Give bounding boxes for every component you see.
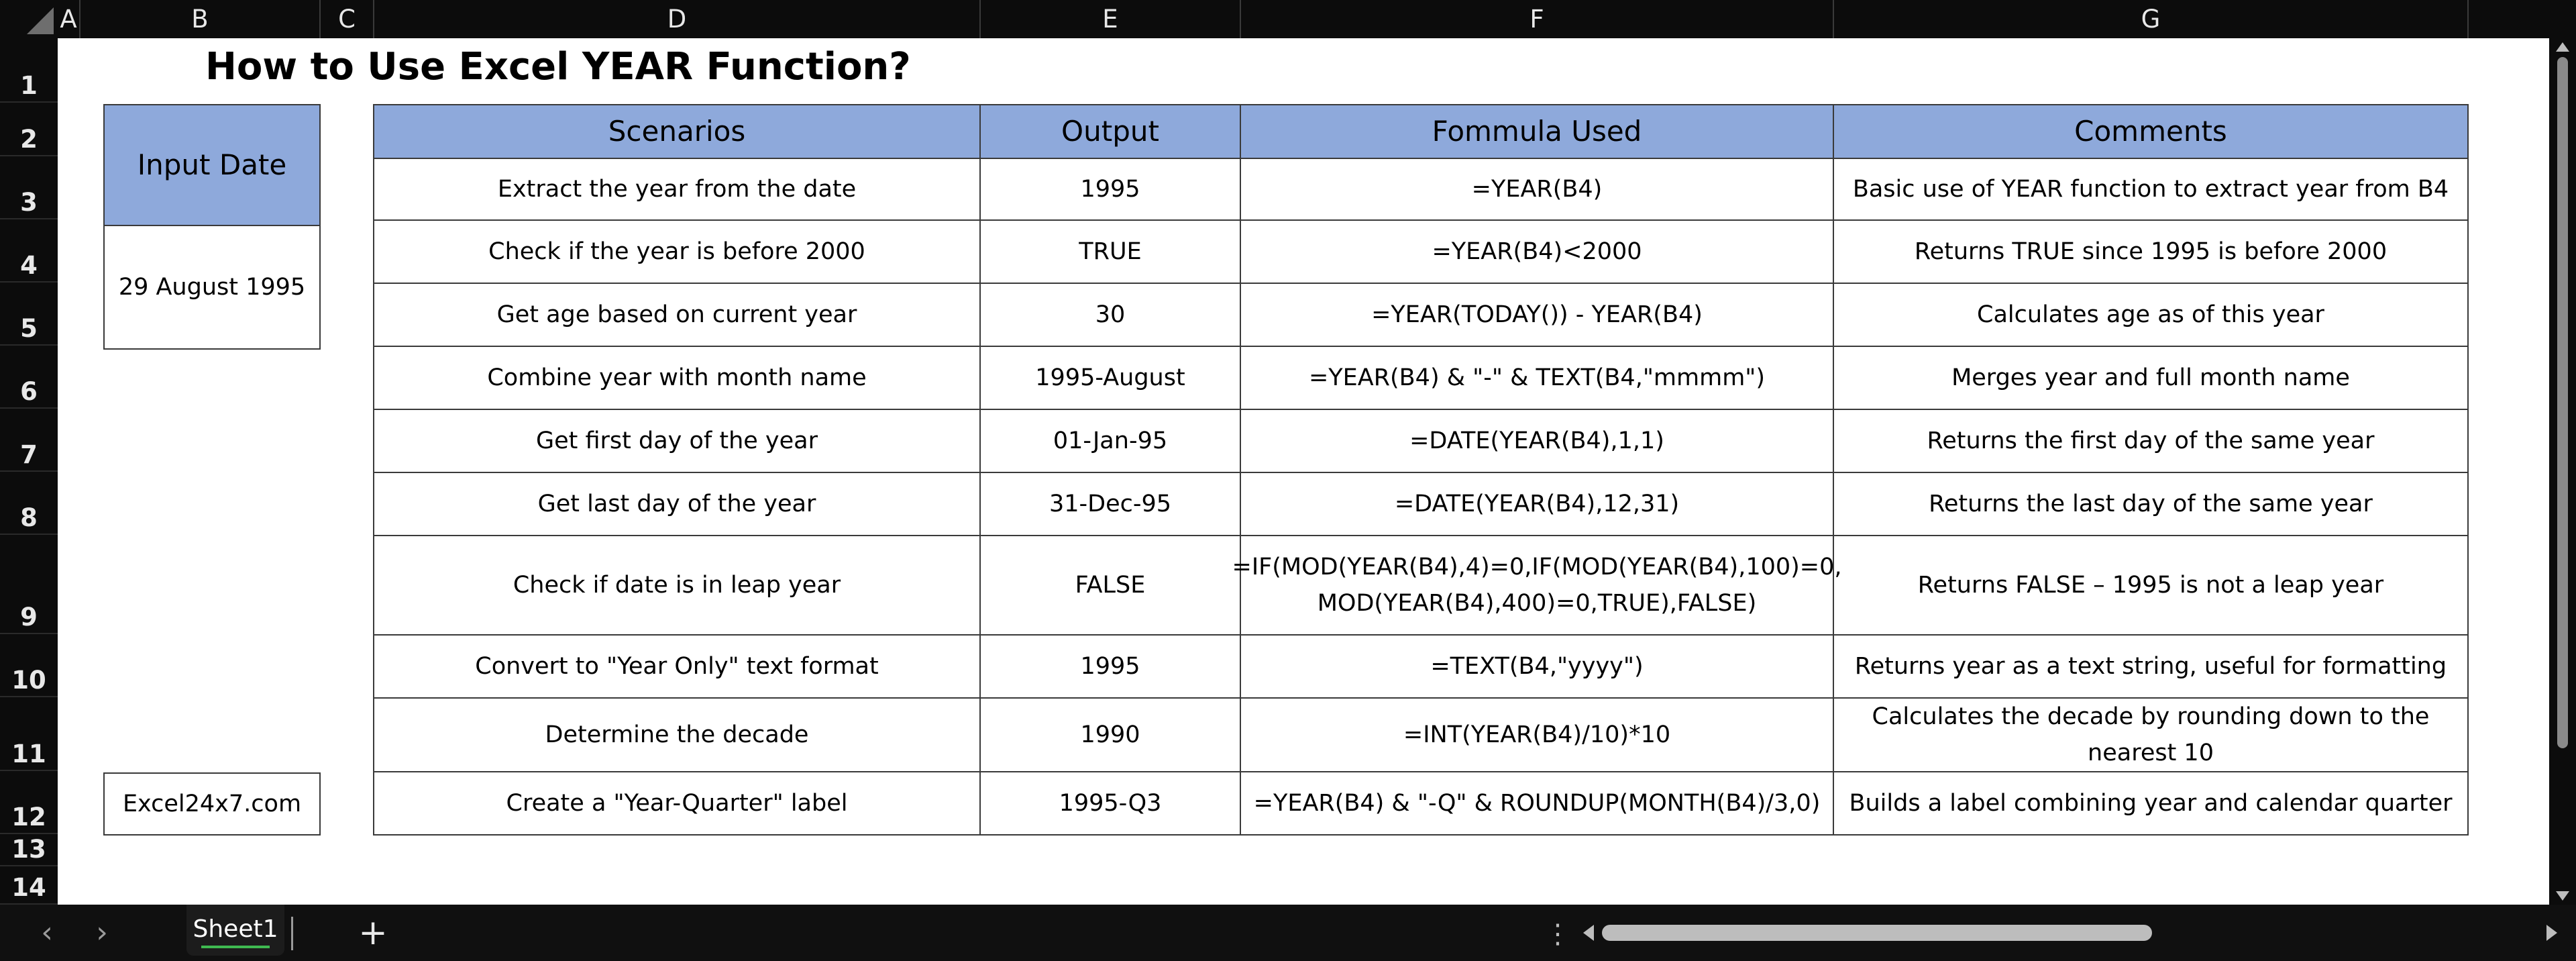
comment-cell[interactable]: Returns the last day of the same year [1833, 472, 2469, 536]
row-header-12[interactable]: 12 [0, 771, 58, 834]
row-header-5[interactable]: 5 [0, 283, 58, 346]
comment-cell[interactable]: Returns TRUE since 1995 is before 2000 [1833, 219, 2469, 284]
row-header-4[interactable]: 4 [0, 219, 58, 283]
row-header-7[interactable]: 7 [0, 409, 58, 472]
scroll-right-icon[interactable] [2546, 925, 2557, 941]
scroll-up-icon[interactable] [2556, 42, 2569, 52]
horizontal-scroll-thumb[interactable] [1602, 925, 2152, 941]
scenario-cell[interactable]: Determine the decade [373, 697, 981, 772]
scenario-cell[interactable]: Check if date is in leap year [373, 535, 981, 636]
active-tab-underline [201, 946, 270, 948]
formula-cell[interactable]: =YEAR(TODAY()) - YEAR(B4) [1240, 283, 1834, 347]
row-header-8[interactable]: 8 [0, 472, 58, 535]
comment-cell[interactable]: Returns FALSE – 1995 is not a leap year [1833, 535, 2469, 636]
horizontal-scrollbar[interactable] [1602, 925, 2536, 941]
header-comments[interactable]: Comments [1833, 104, 2469, 159]
formula-cell[interactable]: =INT(YEAR(B4)/10)*10 [1240, 697, 1834, 772]
scenario-cell[interactable]: Check if the year is before 2000 [373, 219, 981, 284]
row-header-11[interactable]: 11 [0, 697, 58, 771]
row-header-10[interactable]: 10 [0, 634, 58, 697]
input-date-value[interactable]: 29 August 1995 [103, 225, 321, 350]
row-header-1[interactable]: 1 [0, 38, 58, 103]
sheet-title: How to Use Excel YEAR Function? [205, 45, 911, 89]
add-sheet-button[interactable]: + [358, 913, 388, 953]
row-header-3[interactable]: 3 [0, 156, 58, 219]
output-cell[interactable]: 1995-August [979, 346, 1241, 410]
output-cell[interactable]: 31-Dec-95 [979, 472, 1241, 536]
scenario-cell[interactable]: Combine year with month name [373, 346, 981, 410]
tab-separator [291, 917, 293, 950]
scenario-cell[interactable]: Create a "Year-Quarter" label [373, 771, 981, 836]
output-cell[interactable]: TRUE [979, 219, 1241, 284]
formula-cell[interactable]: =YEAR(B4) [1240, 158, 1834, 221]
scenario-cell[interactable]: Get first day of the year [373, 409, 981, 473]
row-header-14[interactable]: 14 [0, 866, 58, 905]
column-header-e[interactable]: E [981, 0, 1241, 38]
vertical-scroll-thumb[interactable] [2557, 57, 2568, 748]
site-credit[interactable]: Excel24x7.com [103, 772, 321, 836]
comment-cell[interactable]: Calculates the decade by rounding down to the nearest 10 [1833, 697, 2469, 772]
formula-cell[interactable]: =DATE(YEAR(B4),1,1) [1240, 409, 1834, 473]
vertical-scrollbar[interactable] [2549, 38, 2576, 905]
row-header-9[interactable]: 9 [0, 535, 58, 634]
column-header-d[interactable]: D [374, 0, 981, 38]
sheet-tab-label: Sheet1 [193, 915, 278, 943]
output-cell[interactable]: 1995 [979, 634, 1241, 699]
comment-cell[interactable]: Returns year as a text string, useful for formatting [1833, 634, 2469, 699]
header-scenarios[interactable]: Scenarios [373, 104, 981, 159]
column-header-a[interactable]: A [58, 0, 80, 38]
output-cell[interactable]: 01-Jan-95 [979, 409, 1241, 473]
scenario-cell[interactable]: Extract the year from the date [373, 158, 981, 221]
formula-cell[interactable]: =YEAR(B4) & "-Q" & ROUNDUP(MONTH(B4)/3,0) [1240, 771, 1834, 836]
column-headers [58, 0, 2549, 38]
scenario-cell[interactable]: Convert to "Year Only" text format [373, 634, 981, 699]
scroll-down-icon[interactable] [2556, 891, 2569, 901]
row-header-13[interactable]: 13 [0, 834, 58, 866]
output-cell[interactable]: FALSE [979, 535, 1241, 636]
select-all-triangle-icon [27, 7, 54, 34]
next-sheet-icon[interactable]: › [96, 915, 108, 950]
row-header-2[interactable]: 2 [0, 103, 58, 156]
formula-cell[interactable]: =YEAR(B4)<2000 [1240, 219, 1834, 284]
formula-cell[interactable]: =DATE(YEAR(B4),12,31) [1240, 472, 1834, 536]
column-header-f[interactable]: F [1241, 0, 1834, 38]
scenario-cell[interactable]: Get last day of the year [373, 472, 981, 536]
input-date-header[interactable]: Input Date [103, 104, 321, 226]
output-cell[interactable]: 1995-Q3 [979, 771, 1241, 836]
header-formula[interactable]: Fommula Used [1240, 104, 1834, 159]
formula-cell[interactable]: =YEAR(B4) & "-" & TEXT(B4,"mmmm") [1240, 346, 1834, 410]
row-headers [0, 38, 58, 905]
formula-cell[interactable]: =IF(MOD(YEAR(B4),4)=0,IF(MOD(YEAR(B4),100)=0, MOD(YEAR(B4),400)=0,TRUE),FALSE) [1240, 535, 1834, 636]
sheet-tab-bar [0, 905, 2576, 961]
comment-cell[interactable]: Basic use of YEAR function to extract year from B4 [1833, 158, 2469, 221]
more-options-icon[interactable]: ⋮ [1544, 919, 1571, 950]
column-header-g[interactable]: G [1834, 0, 2469, 38]
sheet-tab-sheet1[interactable] [186, 905, 284, 956]
column-header-b[interactable]: B [80, 0, 321, 38]
comment-cell[interactable]: Builds a label combining year and calendar quarter [1833, 771, 2469, 836]
header-output[interactable]: Output [979, 104, 1241, 159]
scenario-cell[interactable]: Get age based on current year [373, 283, 981, 347]
comment-cell[interactable]: Calculates age as of this year [1833, 283, 2469, 347]
output-cell[interactable]: 30 [979, 283, 1241, 347]
row-header-6[interactable]: 6 [0, 346, 58, 409]
comment-cell[interactable]: Merges year and full month name [1833, 346, 2469, 410]
prev-sheet-icon[interactable]: ‹ [41, 915, 53, 950]
output-cell[interactable]: 1995 [979, 158, 1241, 221]
scroll-left-icon[interactable] [1583, 925, 1594, 941]
cell-grid[interactable] [58, 38, 2549, 905]
formula-cell[interactable]: =TEXT(B4,"yyyy") [1240, 634, 1834, 699]
output-cell[interactable]: 1990 [979, 697, 1241, 772]
select-all-corner[interactable] [0, 0, 58, 38]
comment-cell[interactable]: Returns the first day of the same year [1833, 409, 2469, 473]
column-header-c[interactable]: C [321, 0, 374, 38]
